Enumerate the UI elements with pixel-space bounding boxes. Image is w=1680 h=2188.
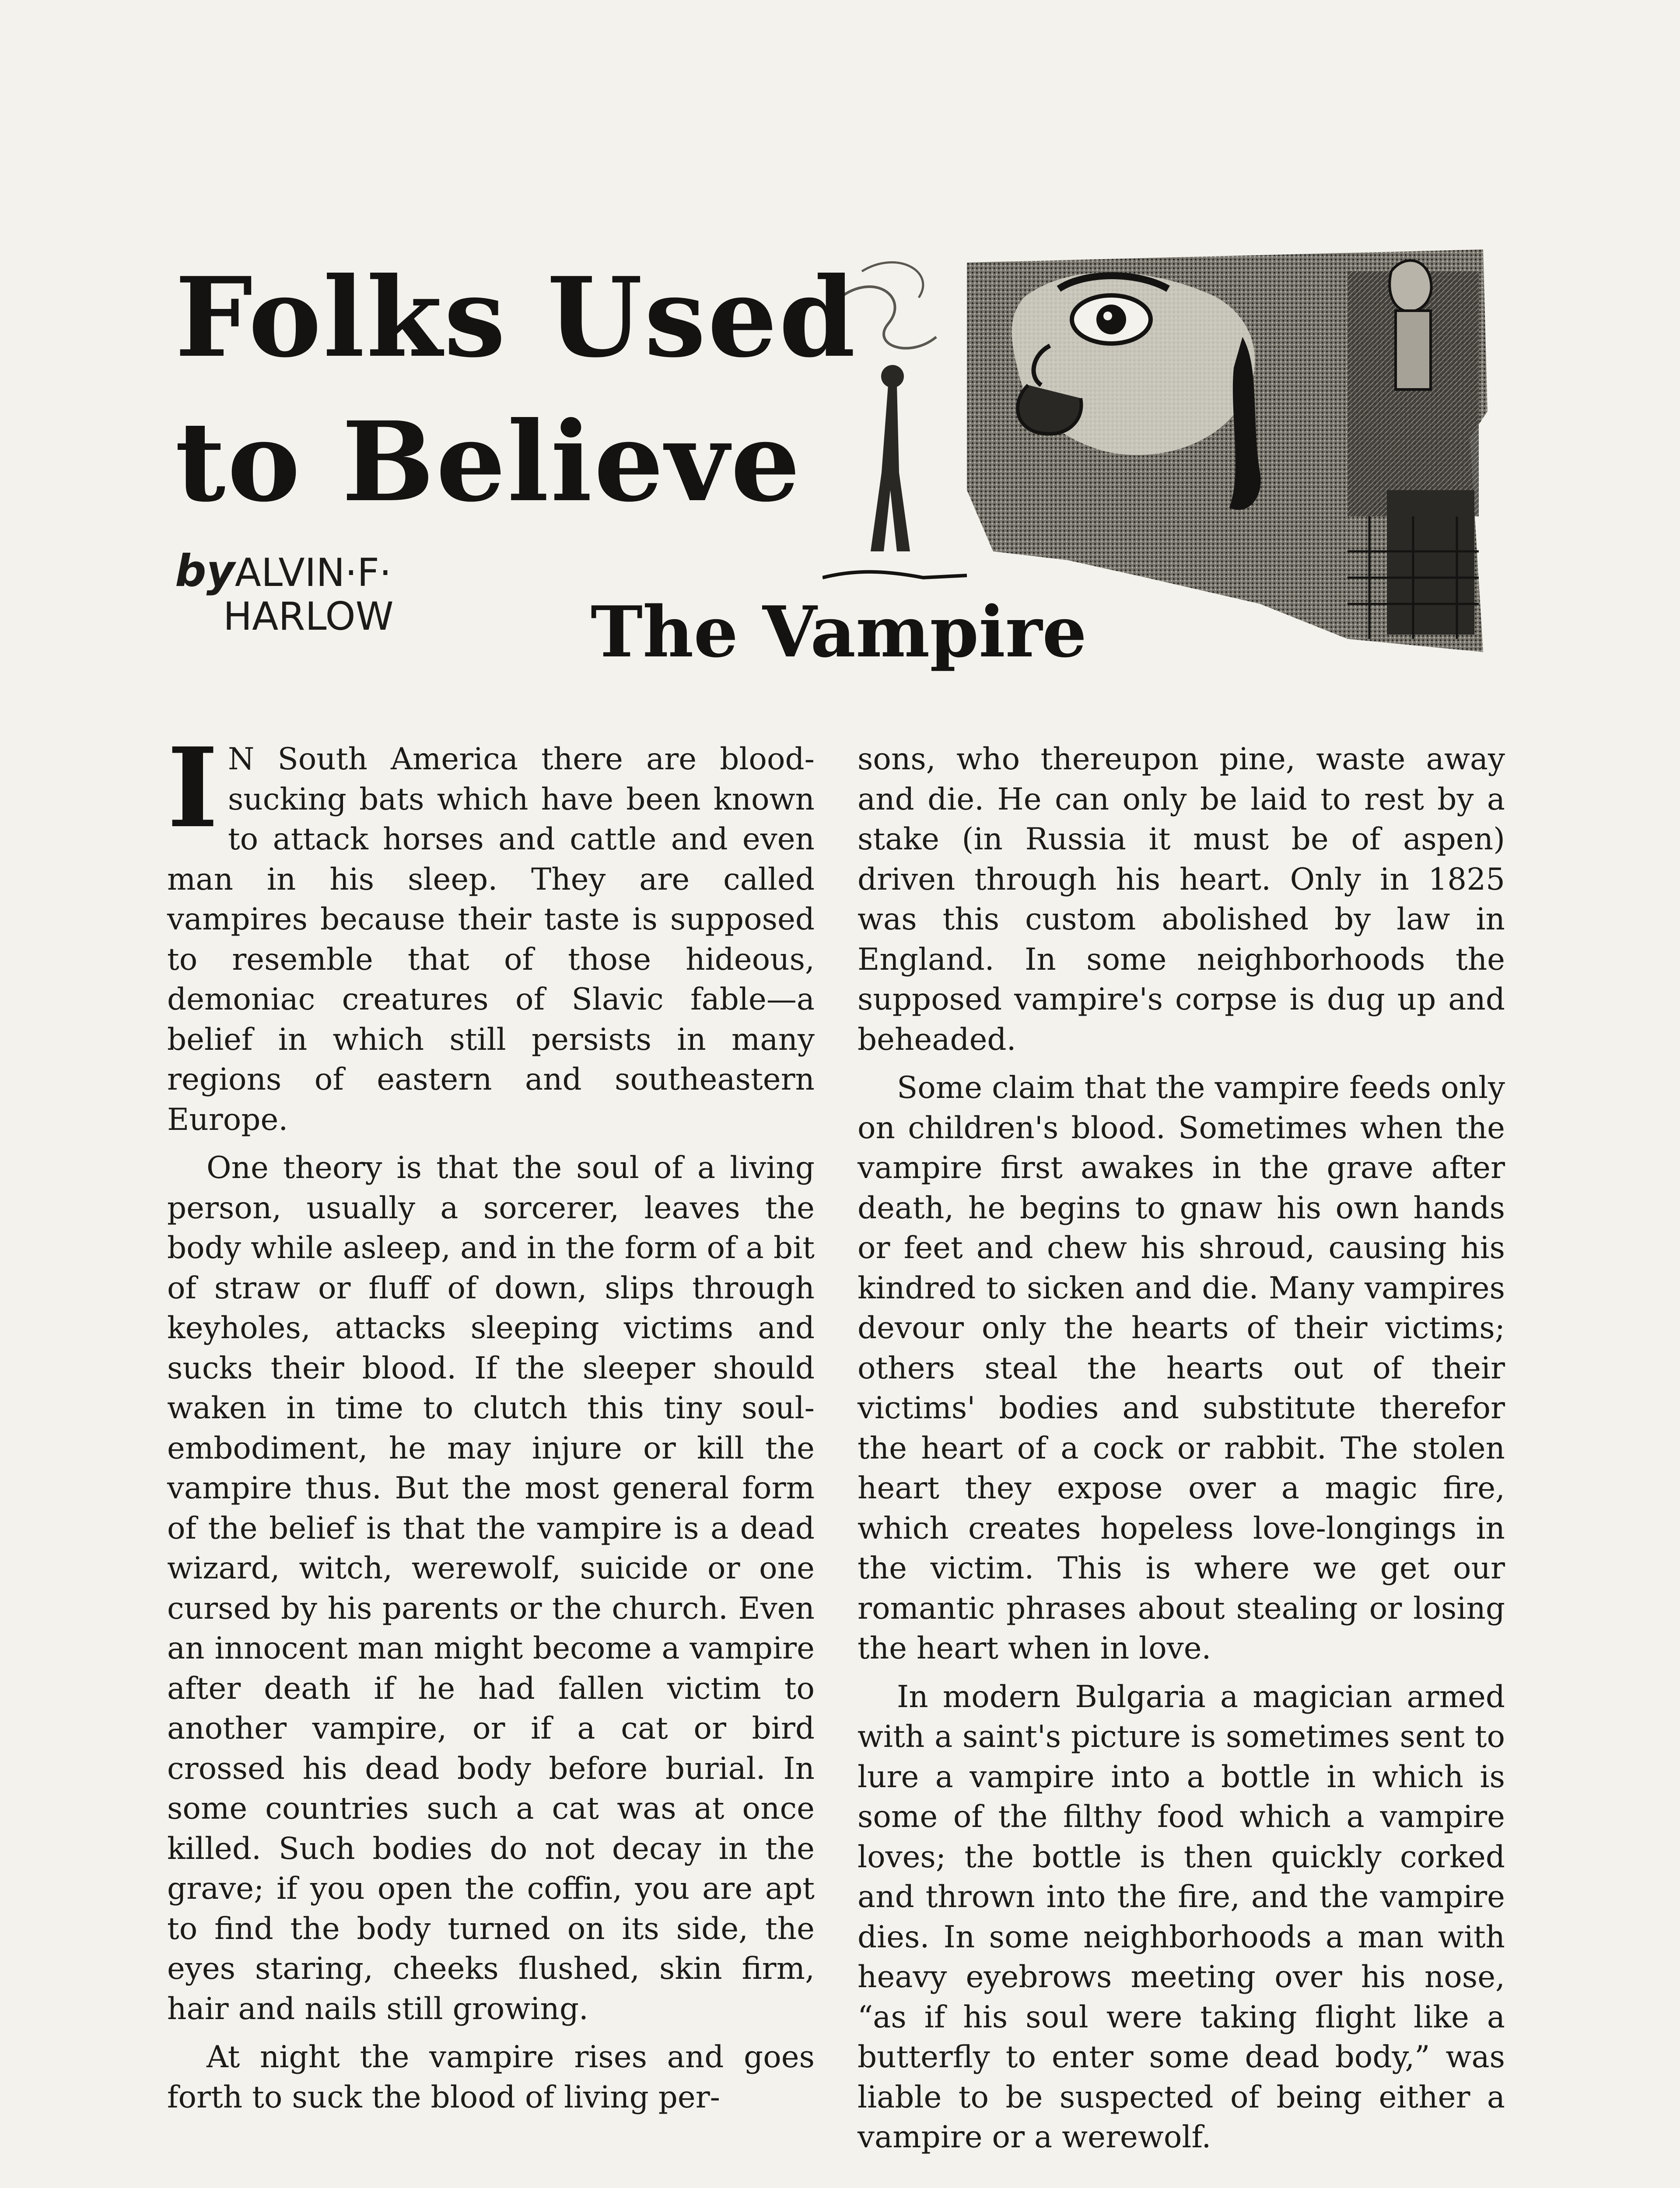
article-paragraph: Some claim that the vampire feeds only on children's blood. Sometimes when the vampire first awakes in the grave after death, he begins to gnaw his own hands or feet and chew his shroud, causing his kindred to sicken and die. Many vampires devour only the hearts of their victims; others steal the hearts out of their victims' bodies and substitute therefor the heart of a cock or rabbit. The stolen heart they expose over a magic fire, which creates hopeless love-longings in the victim. This is where we get our romantic phrases about stealing or losing the heart when in love. xyxy=(858,1070,1505,1666)
title-line-2: to Believe xyxy=(175,397,802,526)
article-paragraph: In modern Bulgaria a magician armed with a saint's picture is sometimes sent to lure a vampire into a bottle in which is some of the filthy food which a vampire loves; the bottle is then quickly corked and thrown into the fire, and the vampire dies. In some neighborhoods a man with heavy eyebrows meeting over his nose, “as if his soul were taking flight like a butterfly to enter some dead body,” was liable to be suspected of being either a vampire or a werewolf. xyxy=(858,1679,1505,2155)
article-series-title xyxy=(175,245,919,534)
byline-prefix: by xyxy=(175,545,235,596)
article-column-right xyxy=(858,740,1505,2166)
article-paragraph: sons, who thereupon pine, waste away and die. He can only be laid to rest by a stake (in Russia it must be of aspen) driven through his heart. Only in 1825 was this custom abolished by law in England. In some neighborhoods the supposed vampire's corpse is dug up and beheaded. xyxy=(858,742,1505,1057)
article-paragraph: At night the vampire rises and goes forth to suck the blood of living per- xyxy=(167,2040,815,2115)
byline xyxy=(175,545,481,639)
article-subtitle: The Vampire xyxy=(591,591,1087,673)
byline-name-line-1: ALVIN·F· xyxy=(234,550,392,595)
paragraph-text: N South America there are blood-sucking bats which have been known to attack horses and cattle and even man in his sleep. They are called vampires because their taste is supposed to resemble that of those hideous, demoniac creatures of Slavic fable—a belief in which still persists in many regions of eastern and southeastern Europe. xyxy=(167,742,815,1137)
article-column-left xyxy=(167,723,815,2126)
title-line-1: Folks Used xyxy=(175,253,858,382)
article-paragraph: One theory is that the soul of a living person, usually a sorcerer, leaves the body while asleep, and in the form of a bit of straw or fluff of down, slips through keyholes, attacks sleeping victims and sucks their blood. If the sleeper should waken in time to clutch this tiny soul-embodiment, he may injure or kill the vampire thus. But the most general form of the belief is that the vampire is a dead wizard, witch, werewolf, suicide or one cursed by his parents or the church. Even an innocent man might become a vampire after death if he had fallen victim to another vampire, or if a cat or bird crossed his dead body before burial. In some countries such a cat was at once killed. Such bodies do not decay in the grave; if you open the coffin, you are apt to find the body turned on its side, the eyes staring, cheeks flushed, skin firm, hair and nails still growing. xyxy=(167,1150,815,2027)
byline-name-line-2: HARLOW xyxy=(223,594,394,639)
article-paragraph xyxy=(167,723,815,1140)
drop-cap: I xyxy=(167,723,218,852)
